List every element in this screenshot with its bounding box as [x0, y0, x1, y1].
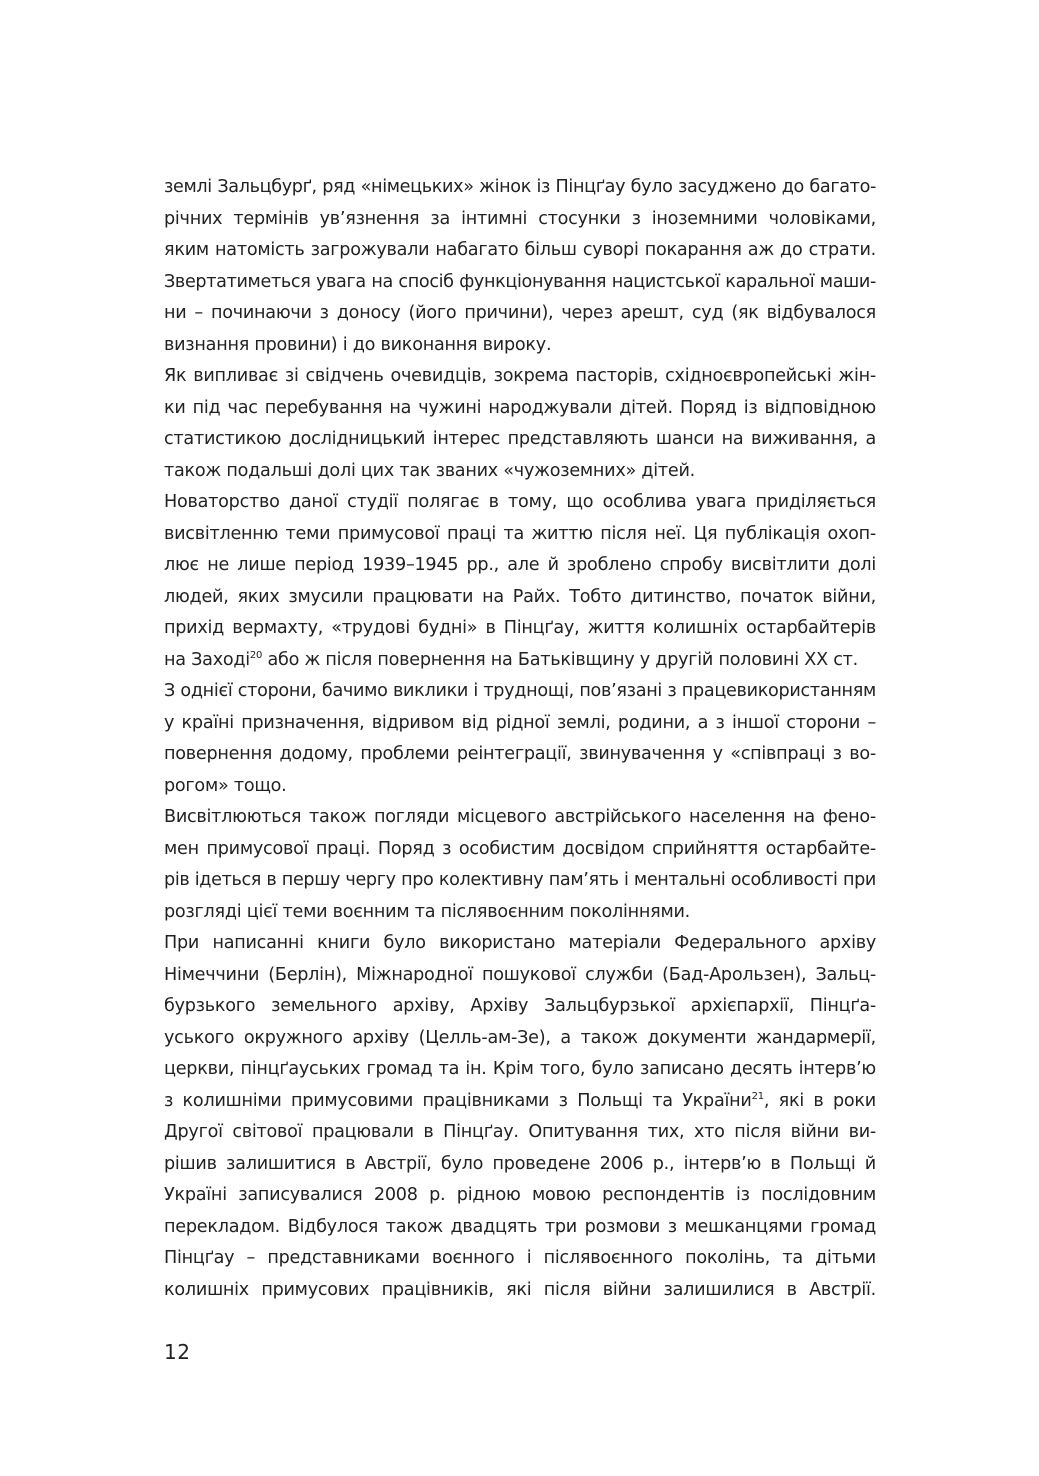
body-text [164, 172, 876, 1306]
text-line: рів ідеться в першу чергу про колективну пам’ять і ментальні особливості при [164, 870, 876, 890]
text-line: рішив залишитися в Австрії, було проведене 2006 р., інтерв’ю в Польщі й [164, 1153, 876, 1174]
text-line: Як випливає зі свідчень очевидців, зокрема пасторів, східноєвропейські жін- [164, 366, 876, 386]
text-line: уського окружного архіву (Целль-ам-Зе), а також документи жандармерії, [164, 1027, 876, 1048]
text-line: мен примусової праці. Поряд з особистим досвідом сприйняття остарбайте- [164, 838, 876, 859]
text-line: у країні призначення, відривом від рідної землі, родини, а з іншої сторони – [164, 712, 876, 733]
text-line: рогом» тощо. [164, 775, 287, 796]
text-line: церкви, пінцґауських громад та ін. Крім того, було записано десять інтерв’ю [164, 1059, 876, 1079]
text-line: Звертатиметься увага на спосіб функціонування нацистської каральної маши- [164, 271, 876, 292]
text-line [164, 645, 876, 677]
text-line: колишніх примусових працівників, які після війни залишилися в Австрії. [164, 1279, 876, 1300]
text-segment: на Заході [164, 649, 250, 670]
text-line: Другої світової працювали в Пінцґау. Опитування тих, хто після війни ви- [164, 1122, 876, 1142]
page-number: 12 [164, 1340, 191, 1364]
text-line: повернення додому, проблеми реінтеграції, звинувачення у «співпраці з во- [164, 744, 876, 764]
text-line: ки під час перебування на чужині народжували дітей. Поряд із відповідною [164, 397, 876, 418]
text-line: бурзького земельного архіву, Архіву Зальцбурзької архієпархії, Пінцґа- [164, 996, 876, 1016]
text-line: землі Зальцбурґ, ряд «німецьких» жінок із Пінцґау було засуджено до багато- [164, 177, 876, 197]
text-line: також подальші долі цих так званих «чужоземних» дітей. [164, 460, 696, 481]
text-line: Україні записувалися 2008 р. рідною мовою респондентів із послідовним [164, 1185, 876, 1205]
text-line: перекладом. Відбулося також двадцять три розмови з мешканцями громад [164, 1216, 876, 1237]
text-line: людей, яких змусили працювати на Райх. Тобто дитинство, початок війни, [164, 586, 876, 607]
text-line: розгляді цієї теми воєнним та післявоєнним поколіннями. [164, 901, 691, 922]
text-line: прихід вермахту, «трудові будні» в Пінцґау, життя колишніх остарбайтерів [164, 618, 876, 638]
text-segment: або ж після повернення на Батьківщину у другій половині XX ст. [262, 649, 858, 670]
text-segment: з колишніми примусовими працівниками з Польщі та України [164, 1090, 752, 1111]
text-segment: , які в роки [763, 1090, 876, 1111]
text-line: визнання провини) і до виконання вироку. [164, 334, 552, 355]
text-line: Новаторство даної студії полягає в тому, що особлива увага приділяється [164, 492, 876, 512]
text-line: Німеччини (Берлін), Міжнародної пошукової служби (Бад-Арользен), Зальц- [164, 964, 876, 985]
text-line: При написанні книги було використано матеріали Федерального архіву [164, 933, 876, 953]
footnote-reference: 20 [249, 649, 263, 661]
text-line: З однієї сторони, бачимо виклики і труднощі, пов’язані з працевикористанням [164, 681, 876, 701]
text-line: річних термінів ув’язнення за інтимні стосунки з іноземними чоловіками, [164, 208, 876, 229]
text-line: статистикою дослідницький інтерес представляють шанси на виживання, а [164, 429, 876, 449]
text-line: лює не лише період 1939–1945 рр., але й зроблено спробу висвітлити долі [164, 555, 876, 575]
text-line: Пінцґау – представниками воєнного і післявоєнного поколінь, та дітьми [164, 1248, 876, 1268]
text-line: висвітленню теми примусової праці та життю після неї. Ця публікація охоп- [164, 523, 876, 544]
text-line: Висвітлюються також погляди місцевого австрійського населення на фено- [164, 807, 876, 827]
footnote-reference: 21 [751, 1090, 764, 1102]
text-line: яким натомість загрожували набагато більш суворі покарання аж до страти. [164, 240, 876, 260]
text-line [164, 1086, 876, 1118]
text-line: ни – починаючи з доносу (його причини), через арешт, суд (як відбувалося [164, 303, 876, 323]
